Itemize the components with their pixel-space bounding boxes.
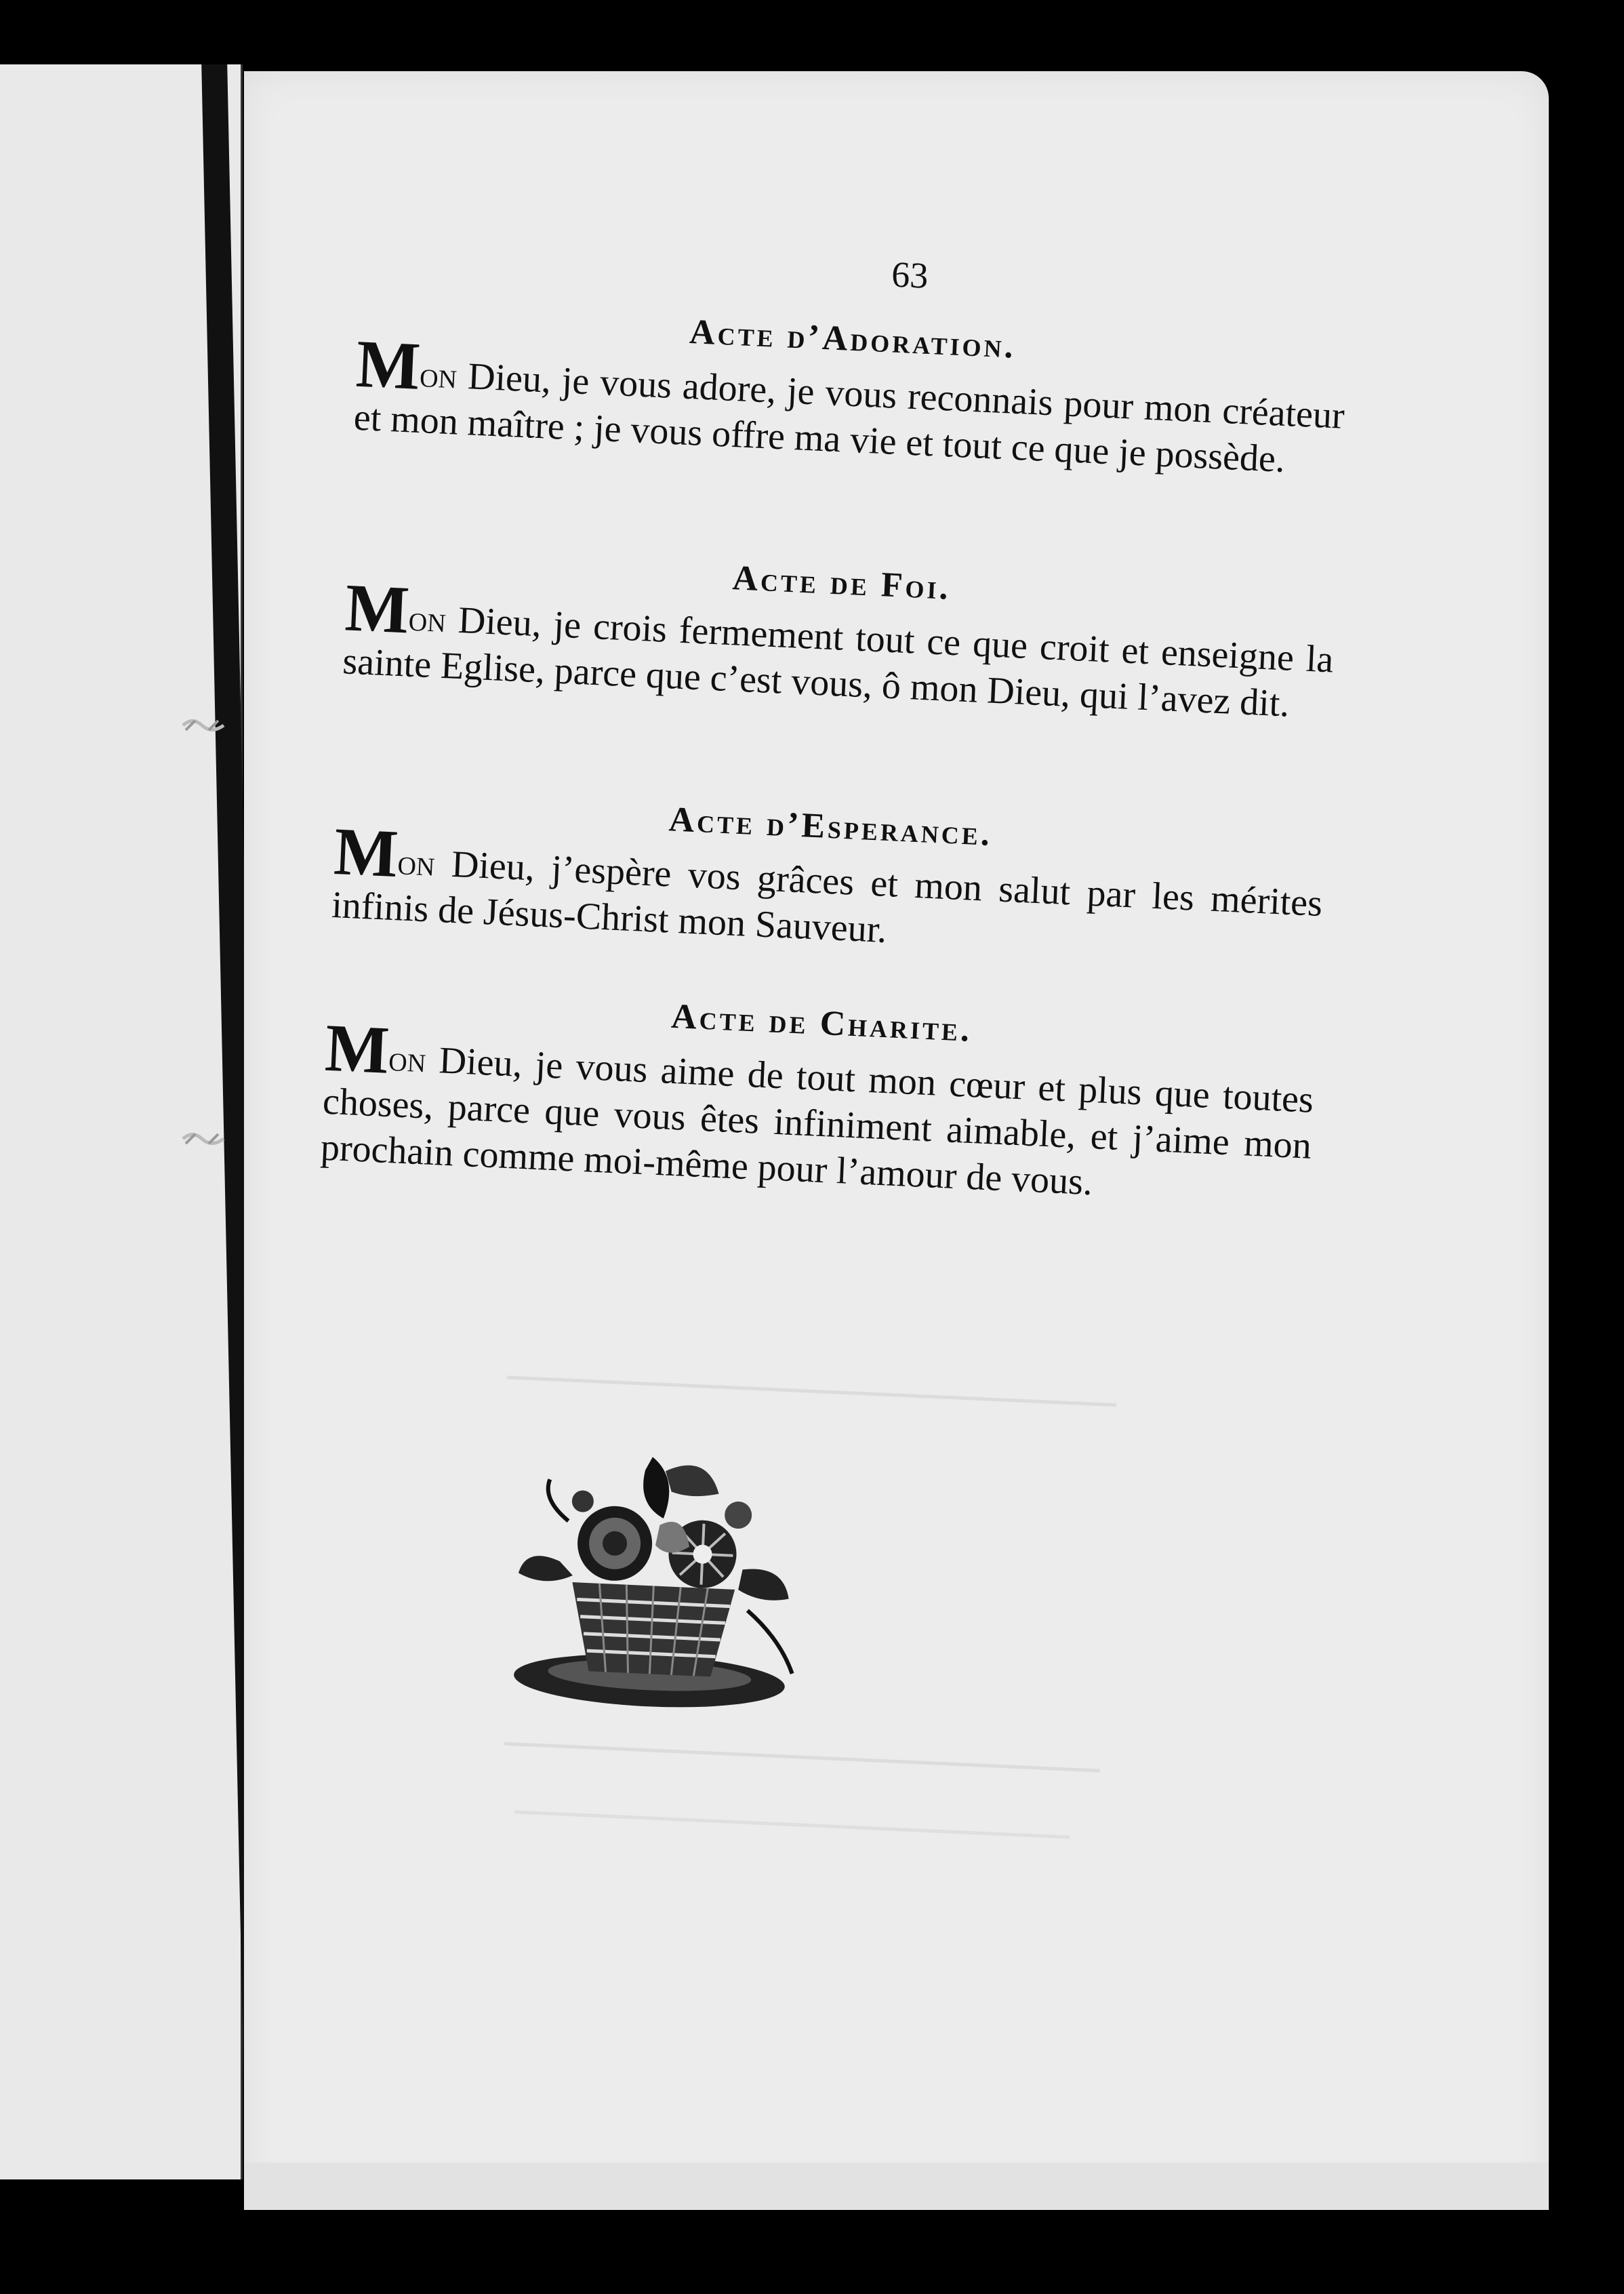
show-through-line bbox=[507, 1375, 1116, 1407]
first-word-rest: on bbox=[407, 597, 447, 641]
section-charite bbox=[320, 981, 1317, 1215]
show-through-line bbox=[504, 1742, 1099, 1773]
dropcap-letter: M bbox=[323, 1009, 391, 1088]
show-through-line bbox=[514, 1810, 1070, 1838]
page-content bbox=[172, 35, 1572, 2230]
section-heading: Acte de Foi. bbox=[731, 559, 952, 607]
book-page bbox=[244, 71, 1549, 2210]
section-heading: Acte d’Adoration. bbox=[689, 312, 1017, 366]
dropcap-letter: M bbox=[354, 325, 422, 404]
prayer-body: Dieu, j’espère vos grâces et mon salut par les mérites infinis de Jésus-Christ mon Sauveur. bbox=[330, 842, 1324, 952]
flower-basket-icon bbox=[492, 1423, 830, 1722]
page-number: 63 bbox=[891, 254, 929, 296]
section-esperance bbox=[331, 784, 1326, 973]
first-word-rest: on bbox=[397, 841, 436, 884]
section-heading: Acte d’Esperance. bbox=[668, 800, 994, 853]
dropcap-letter: M bbox=[343, 569, 411, 648]
section-heading: Acte de Charite. bbox=[670, 997, 973, 1049]
page-bottom-edge bbox=[244, 2162, 1549, 2210]
first-word-rest: on bbox=[419, 354, 458, 397]
dropcap-letter: M bbox=[332, 813, 400, 892]
stitch-top-icon bbox=[182, 715, 225, 736]
prayer-body: Dieu, je vous aime de tout mon cœur et plus que toutes choses, parce que vous êtes infiniment aimable, et j’aime mon prochain comme moi-même pour l’amour de vous. bbox=[319, 1039, 1315, 1204]
section-foi bbox=[342, 540, 1337, 729]
first-word-rest: on bbox=[388, 1037, 427, 1081]
section-adoration bbox=[353, 297, 1348, 485]
prayer-body: Dieu, je vous adore, je vous reconnais pour mon créateur et mon maître ; je vous offre ma vie et tout ce que je possède. bbox=[352, 355, 1346, 481]
prayer-body: Dieu, je crois fermement tout ce que croit et enseigne la sainte Eglise, parce que c’est vous, ô mon Dieu, qui l’avez dit. bbox=[342, 599, 1335, 725]
